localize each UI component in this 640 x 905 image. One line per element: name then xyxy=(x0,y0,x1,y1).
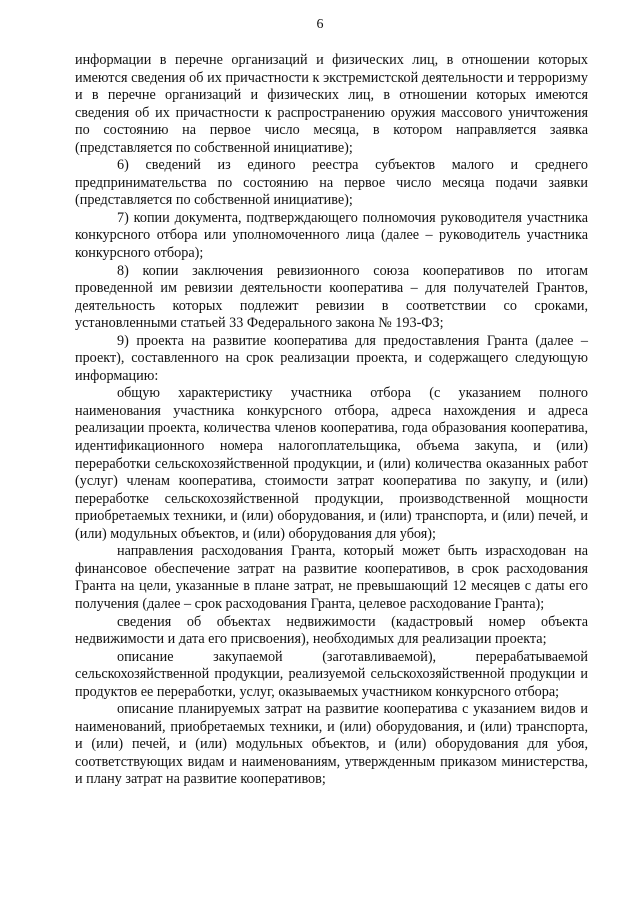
paragraph-item-8: 8) копии заключения ревизионного союза кооперативов по итогам проведенной им ревизии деятельности кооператива – для получателей Грантов, деятельность которых подлежит ревизии в соответствии со сроками, установленными статьей 33 Федерального закона № 193-ФЗ; xyxy=(75,262,588,332)
paragraph-products-description: описание закупаемой (заготавливаемой), перерабатываемой сельскохозяйственной продукции, реализуемой сельскохозяйственной продукции и продуктов ее переработки, услуг, оказываемых участником конкурсного отбора; xyxy=(75,648,588,700)
paragraph-item-7: 7) копии документа, подтверждающего полномочия руководителя участника конкурсного отбора или уполномоченного лица (далее – руководитель участника конкурсного отбора); xyxy=(75,209,588,262)
paragraph-item-9: 9) проекта на развитие кооператива для предоставления Гранта (далее – проект), составленного на срок реализации проекта, и содержащего следующую информацию: xyxy=(75,332,588,384)
paragraph-continuation: информации в перечне организаций и физических лиц, в отношении которых имеются сведения об их причастности к экстремистской деятельности и терроризму и в перечне организаций и физических лиц, в отношении которых имеются сведения об их причастности к распространению оружия массового уничтожения по состоянию на первое число месяца, в котором направляется заявка (представляется по собственной инициативе); xyxy=(75,52,588,156)
page-number: 6 xyxy=(316,17,324,32)
paragraph-general-characteristics: общую характеристику участника отбора (с указанием полного наименования участника конкурсного отбора, адреса нахождения и адреса реализации проекта, количества членов кооператива, года образования кооператива, идентификационного номера налогоплательщика, объема закупа, и (или) переработки сельскохозяйственной продукции, и (или) количества оказанных работ (услуг) членам кооператива, стоимости затрат кооператива по закупу, и (или) переработке сельскохозяйственной продукции, производственной мощности приобретаемых техники, и (или) оборудования, и (или) транспорта, и (или) печей, и (или) модульных объектов, и (или) оборудования для убоя); xyxy=(75,385,588,542)
paragraph-planned-costs: описание планируемых затрат на развитие кооператива с указанием видов и наименований, приобретаемых техники, и (или) оборудования, и (или) транспорта, и (или) печей, и (или) модульных объектов, и (или) оборудования для убоя, соответствующих видам и наименованиям, утвержденным приказом министерства, и плану затрат на развитие кооперативов; xyxy=(75,701,588,788)
paragraph-grant-spending-directions: направления расходования Гранта, который может быть израсходован на финансовое обеспечение затрат на развитие кооперативов, в срок расходования Гранта на цели, указанные в плане затрат, не превышающий 12 месяцев с даты его получения (далее – срок расходования Гранта, целевое расходование Гранта); xyxy=(75,543,588,612)
paragraph-real-estate-info: сведения об объектах недвижимости (кадастровый номер объекта недвижимости и дата его присвоения), необходимых для реализации проекта; xyxy=(75,613,588,648)
document-body xyxy=(75,52,588,789)
paragraph-item-6: 6) сведений из единого реестра субъектов малого и среднего предпринимательства по состоянию на первое число месяца подачи заявки (представляется по собственной инициативе); xyxy=(75,157,588,209)
